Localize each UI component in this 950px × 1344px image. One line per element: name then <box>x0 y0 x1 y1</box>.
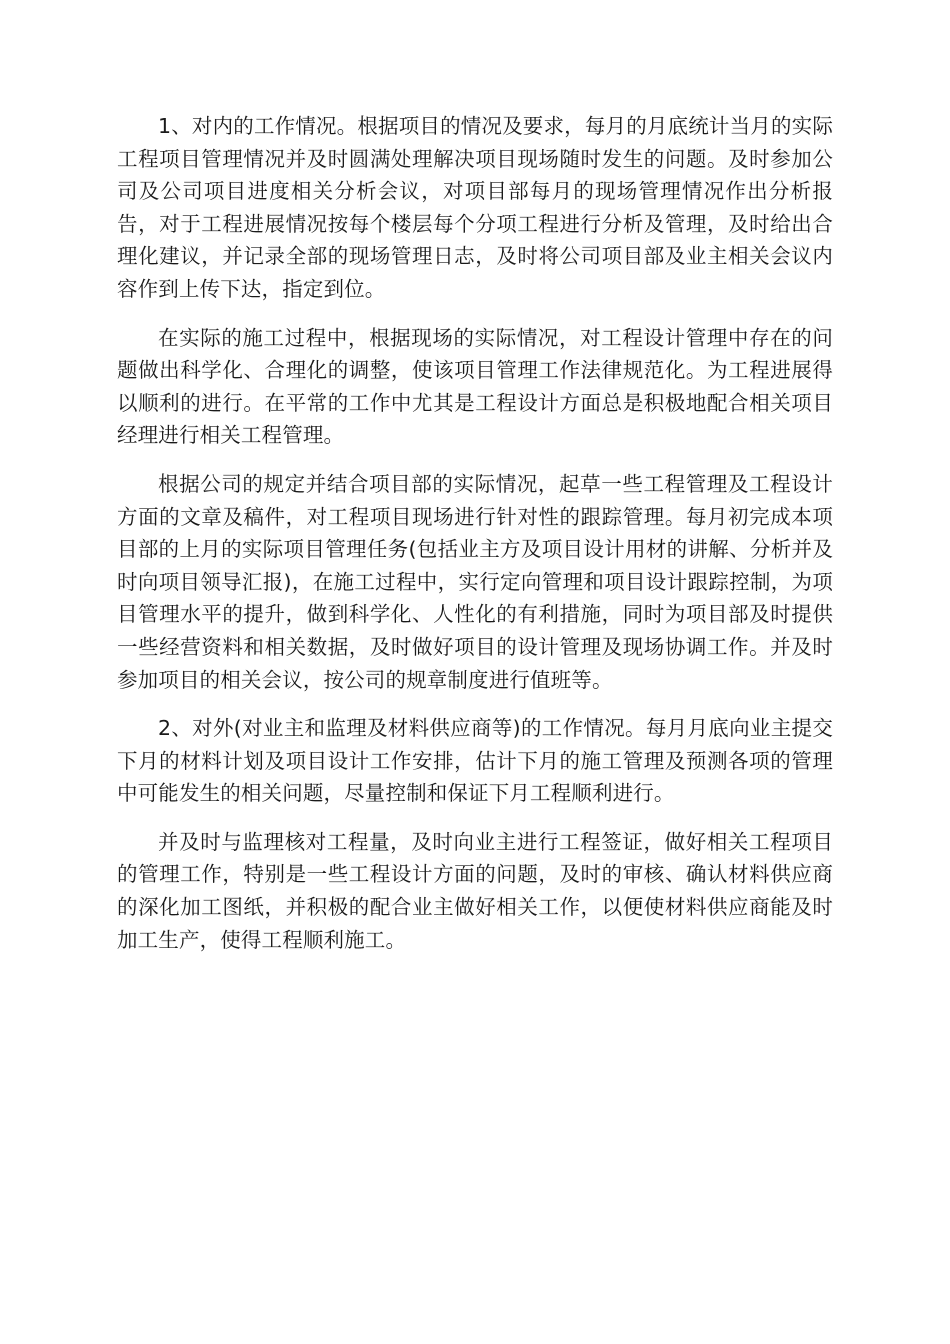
document-page <box>117 110 833 972</box>
paragraph-company-rules: 根据公司的规定并结合项目部的实际情况，起草一些工程管理及工程设计方面的文章及稿件，对工程项目现场进行针对性的跟踪管理。每月初完成本项目部的上月的实际项目管理任务(包括业主方及项目设计用材的讲解、分析并及时向项目领导汇报)，在施工过程中，实行定向管理和项目设计跟踪控制，为项目管理水平的提升，做到科学化、人性化的有利措施，同时为项目部及时提供一些经营资料和相关数据，及时做好项目的设计管理及现场协调工作。并及时参加项目的相关会议，按公司的规章制度进行值班等。 <box>117 471 833 692</box>
paragraph-supervision: 并及时与监理核对工程量，及时向业主进行工程签证，做好相关工程项目的管理工作，特别是一些工程设计方面的问题，及时的审核、确认材料供应商的深化加工图纸，并积极的配合业主做好相关工作，以便使材料供应商能及时加工生产，使得工程顺利施工。 <box>117 829 833 952</box>
paragraph-construction-process: 在实际的施工过程中，根据现场的实际情况，对工程设计管理中存在的问题做出科学化、合理化的调整，使该项目管理工作法律规范化。为工程进展得以顺利的进行。在平常的工作中尤其是工程设计方面总是积极地配合相关项目经理进行相关工程管理。 <box>117 325 833 448</box>
paragraph-external-work: 2、对外(对业主和监理及材料供应商等)的工作情况。每月月底向业主提交下月的材料计划及项目设计工作安排，估计下月的施工管理及预测各项的管理中可能发生的相关问题，尽量控制和保证下月工程顺利进行。 <box>117 716 833 806</box>
paragraph-internal-work: 1、对内的工作情况。根据项目的情况及要求，每月的月底统计当月的实际工程项目管理情况并及时圆满处理解决项目现场随时发生的问题。及时参加公司及公司项目进度相关分析会议，对项目部每月的现场管理情况作出分析报告，对于工程进展情况按每个楼层每个分项工程进行分析及管理，及时给出合理化建议，并记录全部的现场管理日志，及时将公司项目部及业主相关会议内容作到上传下达，指定到位。 <box>117 114 833 301</box>
